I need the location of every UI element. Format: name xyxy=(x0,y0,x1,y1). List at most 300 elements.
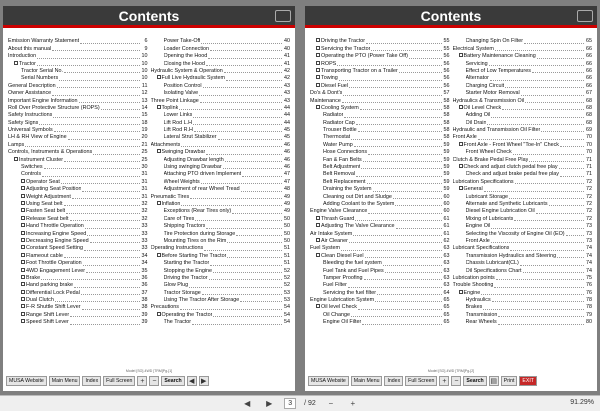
toc-entry-text: LH & RH View of Engine xyxy=(8,134,67,141)
toc-entry[interactable] xyxy=(310,193,450,200)
toc-entry-text: Isolating Valve xyxy=(163,90,199,97)
toc-entry[interactable] xyxy=(8,193,148,200)
forward-arrow-icon[interactable]: ▶ xyxy=(199,376,209,386)
toc-entry[interactable] xyxy=(151,127,291,134)
leader-dots xyxy=(180,309,282,310)
toc-entry-text: Transmission xyxy=(465,311,498,318)
toc-entry-page: 49 xyxy=(284,200,290,207)
toc-entry[interactable] xyxy=(453,267,593,274)
toc-entry[interactable] xyxy=(453,304,593,311)
toc-entry[interactable] xyxy=(151,105,291,112)
toc-entry[interactable] xyxy=(310,282,450,289)
toc-entry[interactable] xyxy=(310,311,450,318)
toc-entry[interactable] xyxy=(8,275,148,282)
toc-entry-label xyxy=(323,290,376,297)
toc-entry[interactable] xyxy=(310,53,450,60)
toc-entry[interactable] xyxy=(453,82,593,89)
toc-entry[interactable] xyxy=(310,134,450,141)
toc-entry[interactable] xyxy=(8,164,148,171)
toc-entry[interactable] xyxy=(8,97,148,104)
toc-entry[interactable] xyxy=(310,141,450,148)
back-arrow-icon[interactable]: ◀ xyxy=(187,376,197,386)
leader-dots xyxy=(494,287,584,288)
toc-entry[interactable] xyxy=(151,171,291,178)
leader-dots xyxy=(361,168,441,169)
toc-entry[interactable] xyxy=(310,297,450,304)
checkbox-icon xyxy=(157,149,161,153)
toc-entry[interactable] xyxy=(8,304,148,311)
toc-entry[interactable] xyxy=(8,82,148,89)
toc-entry[interactable] xyxy=(453,105,593,112)
page-header xyxy=(3,6,295,28)
checkbox-icon xyxy=(21,216,25,220)
toc-entry[interactable] xyxy=(151,134,291,141)
website-button[interactable]: MUSA Website xyxy=(308,376,349,386)
full-screen-button[interactable]: Full Screen xyxy=(103,376,135,386)
toc-entry[interactable] xyxy=(8,38,148,45)
toc-entry[interactable] xyxy=(453,311,593,318)
toc-entry[interactable] xyxy=(8,260,148,267)
main-menu-button[interactable]: Main Menu xyxy=(351,376,383,386)
toc-entry[interactable] xyxy=(151,201,291,208)
toc-entry-page: 42 xyxy=(284,67,290,74)
toc-entry[interactable] xyxy=(310,171,450,178)
toc-entry-label xyxy=(21,186,81,193)
toc-entry-page: 44 xyxy=(284,104,290,111)
toc-entry[interactable] xyxy=(151,208,291,215)
toc-entry[interactable] xyxy=(8,215,148,222)
toc-entry[interactable] xyxy=(8,90,148,97)
zoom-in-icon[interactable]: + xyxy=(439,376,449,386)
toc-entry-page: 59 xyxy=(443,171,450,178)
toc-entry[interactable] xyxy=(151,193,291,200)
toc-entry[interactable] xyxy=(151,60,291,67)
toc-entry[interactable] xyxy=(453,53,593,60)
toc-entry-page: 63 xyxy=(443,252,450,259)
toc-entry-text: Mixing of Lubricants xyxy=(465,215,514,222)
toc-entry[interactable] xyxy=(8,319,148,326)
leader-dots xyxy=(192,324,282,325)
leader-dots xyxy=(206,228,282,229)
checkbox-icon xyxy=(21,304,25,308)
toc-entry-text: Adjusting Drawbar length xyxy=(163,156,224,163)
toc-entry[interactable] xyxy=(310,45,450,52)
search-button[interactable]: Search xyxy=(463,376,486,386)
toc-entry[interactable] xyxy=(8,127,148,134)
full-screen-button[interactable]: Full Screen xyxy=(405,376,437,386)
toc-entry[interactable] xyxy=(310,201,450,208)
toc-entry[interactable] xyxy=(310,149,450,156)
toc-entry[interactable] xyxy=(453,289,593,296)
exit-button[interactable]: EXIT xyxy=(519,376,537,386)
toc-entry[interactable] xyxy=(151,119,291,126)
toc-entry[interactable] xyxy=(151,68,291,75)
toc-entry[interactable] xyxy=(8,267,148,274)
toc-entry-label xyxy=(157,312,213,319)
leader-dots xyxy=(204,250,282,251)
toc-entry-text: Operating the PTO (Power Take Off) xyxy=(321,53,408,60)
toc-column xyxy=(310,38,450,364)
leader-dots xyxy=(342,102,442,103)
toc-entry[interactable] xyxy=(310,186,450,193)
toc-entry[interactable] xyxy=(8,178,148,185)
toc-entry-label xyxy=(164,260,210,267)
toc-entry-text: Bleeding the fuel system xyxy=(323,260,382,267)
toc-entry[interactable] xyxy=(453,297,593,304)
toc-entry-text: Owner Assistance xyxy=(8,90,52,97)
leader-dots xyxy=(37,58,139,59)
toc-entry[interactable] xyxy=(453,238,593,245)
toc-entry[interactable] xyxy=(8,45,148,52)
leader-dots xyxy=(57,87,140,88)
toc-entry[interactable] xyxy=(453,149,593,156)
toc-entry[interactable] xyxy=(8,141,148,148)
toc-entry[interactable] xyxy=(310,105,450,112)
toc-entry[interactable] xyxy=(8,134,148,141)
toc-entry-label xyxy=(164,268,213,275)
toc-entry[interactable] xyxy=(151,178,291,185)
toc-entry[interactable] xyxy=(310,127,450,134)
toc-entry[interactable] xyxy=(151,297,291,304)
toc-entry[interactable] xyxy=(310,223,450,230)
toc-entry[interactable] xyxy=(151,149,291,156)
toc-entry[interactable] xyxy=(310,208,450,215)
toc-entry[interactable] xyxy=(8,289,148,296)
checkbox-icon xyxy=(157,75,161,79)
toc-entry-page: 54 xyxy=(284,319,290,326)
toc-entry[interactable] xyxy=(8,112,148,119)
toc-entry[interactable] xyxy=(453,223,593,230)
zoom-out-icon[interactable]: − xyxy=(149,376,159,386)
toc-entry[interactable] xyxy=(453,141,593,148)
toc-entry[interactable] xyxy=(310,215,450,222)
leader-dots xyxy=(348,287,442,288)
leader-dots xyxy=(489,65,584,66)
toc-entry[interactable] xyxy=(310,164,450,171)
toc-entry-text: Belt Replacement xyxy=(323,178,366,185)
toc-entry[interactable] xyxy=(8,223,148,230)
toc-entry[interactable] xyxy=(310,82,450,89)
toc-entry[interactable] xyxy=(453,275,593,282)
toc-entry[interactable] xyxy=(453,68,593,75)
toc-entry[interactable] xyxy=(310,304,450,311)
toc-entry[interactable] xyxy=(310,245,450,252)
toc-entry-label xyxy=(164,179,200,186)
toc-entry[interactable] xyxy=(310,38,450,45)
toc-entry[interactable] xyxy=(151,245,291,252)
checkbox-icon xyxy=(21,186,25,190)
checkbox-icon xyxy=(21,201,25,205)
toc-entry[interactable] xyxy=(8,230,148,237)
leader-dots xyxy=(236,235,282,236)
toc-entry[interactable] xyxy=(151,289,291,296)
checkbox-icon xyxy=(14,61,18,65)
toc-entry[interactable] xyxy=(310,260,450,267)
toc-entry[interactable] xyxy=(310,289,450,296)
toc-entry[interactable] xyxy=(310,275,450,282)
toc-entry[interactable] xyxy=(151,230,291,237)
toc-entry[interactable] xyxy=(453,245,593,252)
toc-entry[interactable] xyxy=(310,156,450,163)
leader-dots xyxy=(70,324,140,325)
toc-entry[interactable] xyxy=(151,215,291,222)
toc-entry-label xyxy=(164,127,193,134)
toc-entry[interactable] xyxy=(8,297,148,304)
toc-entry[interactable] xyxy=(8,105,148,112)
toc-entry-text: Using swinging Drawbar xyxy=(163,164,222,171)
toc-entry[interactable] xyxy=(8,252,148,259)
toc-entry[interactable] xyxy=(453,164,593,171)
toc-entry[interactable] xyxy=(151,311,291,318)
toc-entry[interactable] xyxy=(151,223,291,230)
toc-entry-page: 40 xyxy=(284,45,290,52)
toc-entry-label xyxy=(8,105,100,112)
toc-entry[interactable] xyxy=(453,45,593,52)
toc-entry-text: Thermostat xyxy=(323,134,351,141)
toc-entry[interactable] xyxy=(151,82,291,89)
toc-entry[interactable] xyxy=(151,252,291,259)
zoom-out-icon[interactable]: − xyxy=(451,376,461,386)
toc-entry-text: Fuel Tank and Fuel Pipes xyxy=(323,267,384,274)
zoom-out-icon[interactable]: − xyxy=(328,398,334,408)
toc-entry-text: Lubrication points xyxy=(452,274,495,281)
toc-entry[interactable] xyxy=(453,75,593,82)
toc-entry-page: 70 xyxy=(586,134,592,141)
toc-entry[interactable] xyxy=(453,215,593,222)
toc-entry-label xyxy=(21,290,80,297)
toc-entry[interactable] xyxy=(151,141,291,148)
checkbox-icon xyxy=(21,319,25,323)
toc-entry[interactable] xyxy=(453,282,593,289)
toc-entry[interactable] xyxy=(453,193,593,200)
toc-entry[interactable] xyxy=(151,260,291,267)
toc-entry[interactable] xyxy=(151,75,291,82)
toc-entry[interactable] xyxy=(151,186,291,193)
toc-entry-page: 37 xyxy=(141,289,148,296)
toc-entry-page: 53 xyxy=(284,297,290,304)
toc-entry[interactable] xyxy=(8,245,148,252)
toc-entry[interactable] xyxy=(151,275,291,282)
toc-entry-page: 74 xyxy=(586,267,592,274)
toc-entry-page: 56 xyxy=(443,75,450,82)
toc-entry[interactable] xyxy=(151,304,291,311)
toc-entry-page: 15 xyxy=(141,112,148,119)
checkbox-icon xyxy=(459,290,463,294)
toc-entry-label xyxy=(323,134,350,141)
toc-entry[interactable] xyxy=(310,90,450,97)
toc-entry-label xyxy=(164,120,192,127)
toc-entry-page: 56 xyxy=(443,82,450,89)
toc-entry[interactable] xyxy=(310,60,450,67)
toc-entry[interactable] xyxy=(310,75,450,82)
index-button[interactable]: Index xyxy=(384,376,403,386)
toc-entry-text: Stopping the Engine xyxy=(163,267,213,274)
zoom-in-icon[interactable]: + xyxy=(137,376,147,386)
toc-entry[interactable] xyxy=(151,90,291,97)
leader-dots xyxy=(203,87,282,88)
toc-entry-label xyxy=(157,149,206,156)
toc-entry-page: 9 xyxy=(144,45,148,52)
toc-entry[interactable] xyxy=(453,119,593,126)
toc-entry[interactable] xyxy=(310,238,450,245)
toc-entry-page: 11 xyxy=(141,82,148,89)
toc-entry-label xyxy=(466,171,560,178)
toc-entry-page: 34 xyxy=(141,260,148,267)
zoom-in-icon[interactable]: + xyxy=(350,398,356,408)
toc-entry-label xyxy=(8,46,51,53)
leader-dots xyxy=(541,131,584,132)
toc-entry[interactable] xyxy=(8,60,148,67)
toc-entry-page: 51 xyxy=(284,260,290,267)
toc-entry[interactable] xyxy=(151,164,291,171)
toc-entry-page: 38 xyxy=(141,297,148,304)
website-button[interactable]: MUSA Website xyxy=(6,376,47,386)
toc-entry[interactable] xyxy=(8,149,148,156)
toc-entry[interactable] xyxy=(151,267,291,274)
page-number-input[interactable]: 3 xyxy=(284,398,296,409)
toc-entry[interactable] xyxy=(310,230,450,237)
toc-entry[interactable] xyxy=(453,186,593,193)
leader-dots xyxy=(208,58,282,59)
toc-entry[interactable] xyxy=(151,319,291,326)
toc-entry[interactable] xyxy=(310,178,450,185)
toc-entry[interactable] xyxy=(8,238,148,245)
search-button[interactable]: Search xyxy=(161,376,184,386)
toc-entry[interactable] xyxy=(8,53,148,60)
print-button[interactable]: Print xyxy=(501,376,518,386)
toc-entry[interactable] xyxy=(453,208,593,215)
toc-entry-label xyxy=(164,319,192,326)
toc-entry[interactable] xyxy=(151,282,291,289)
toc-entry-page: 46 xyxy=(284,141,290,148)
toc-entry[interactable] xyxy=(8,68,148,75)
toc-entry[interactable] xyxy=(151,112,291,119)
leader-dots xyxy=(502,109,584,110)
leader-dots xyxy=(201,43,282,44)
toc-entry-label xyxy=(21,238,89,245)
toc-entry-page: 66 xyxy=(586,82,592,89)
leader-dots xyxy=(337,65,441,66)
toc-entry[interactable] xyxy=(8,186,148,193)
toc-entry[interactable] xyxy=(8,208,148,215)
toc-entry[interactable] xyxy=(151,45,291,52)
toc-entry-page: 62 xyxy=(443,237,450,244)
leader-dots xyxy=(194,131,282,132)
toc-entry-page: 68 xyxy=(586,104,592,111)
toc-entry-page: 10 xyxy=(141,60,148,67)
toc-entry[interactable] xyxy=(453,112,593,119)
toc-entry-page: 66 xyxy=(586,45,592,52)
toc-entry[interactable] xyxy=(151,53,291,60)
index-button[interactable]: Index xyxy=(82,376,101,386)
print-icon[interactable]: ▤ xyxy=(490,378,498,385)
toc-entry[interactable] xyxy=(310,68,450,75)
toc-entry-text: Tire Protection during Storage xyxy=(163,230,236,237)
toc-entry-text: Precautions xyxy=(150,304,179,311)
toc-entry-text: Towing xyxy=(321,75,338,82)
nav-bar xyxy=(6,375,292,387)
leader-dots xyxy=(498,324,584,325)
toc-entry[interactable] xyxy=(453,134,593,141)
toc-entry-page: 68 xyxy=(586,119,592,126)
toc-entry-label xyxy=(164,53,208,60)
leader-dots xyxy=(487,124,584,125)
toc-entry[interactable] xyxy=(453,90,593,97)
toc-entry[interactable] xyxy=(453,178,593,185)
toc-entry-label xyxy=(8,127,53,134)
leader-dots xyxy=(59,80,139,81)
toc-entry-label xyxy=(466,304,483,311)
checkbox-icon xyxy=(316,223,320,227)
toc-entry[interactable] xyxy=(453,97,593,104)
toc-entry-label xyxy=(164,216,195,223)
main-menu-button[interactable]: Main Menu xyxy=(49,376,81,386)
toc-entry[interactable] xyxy=(310,119,450,126)
nav-bar xyxy=(308,375,594,387)
toc-entry[interactable] xyxy=(8,201,148,208)
toc-entry[interactable] xyxy=(151,156,291,163)
toc-entry[interactable] xyxy=(151,97,291,104)
toc-entry[interactable] xyxy=(151,238,291,245)
toc-entry[interactable] xyxy=(453,156,593,163)
toc-entry[interactable] xyxy=(310,112,450,119)
toc-entry[interactable] xyxy=(453,230,593,237)
toc-entry[interactable] xyxy=(310,319,450,326)
toc-entry-page: 72 xyxy=(586,200,592,207)
toc-entry[interactable] xyxy=(453,60,593,67)
next-page-icon[interactable]: ▶ xyxy=(266,398,273,408)
toc-entry[interactable] xyxy=(8,75,148,82)
toc-entry[interactable] xyxy=(453,171,593,178)
toc-entry[interactable] xyxy=(310,267,450,274)
toc-entry-label xyxy=(164,171,242,178)
leader-dots xyxy=(560,176,584,177)
toc-entry[interactable] xyxy=(310,97,450,104)
toc-entry[interactable] xyxy=(8,119,148,126)
toc-entry-text: Hydraulic and Transmission Oil Filter xyxy=(452,127,541,134)
toc-entry[interactable] xyxy=(310,252,450,259)
previous-page-icon[interactable]: ◀ xyxy=(244,398,251,408)
toc-entry[interactable] xyxy=(453,260,593,267)
toc-entry-label xyxy=(21,260,82,267)
toc-entry[interactable] xyxy=(453,127,593,134)
toc-entry[interactable] xyxy=(453,252,593,259)
toc-entry[interactable] xyxy=(453,38,593,45)
leader-dots xyxy=(513,154,584,155)
toc-entry-text: Switches xyxy=(21,164,43,171)
checkbox-icon xyxy=(459,105,463,109)
toc-entry[interactable] xyxy=(8,311,148,318)
toc-entry-page: 73 xyxy=(586,230,592,237)
toc-entry[interactable] xyxy=(8,156,148,163)
toc-entry-text: Oil Drain xyxy=(465,119,487,126)
toc-entry-page: 65 xyxy=(443,297,450,304)
toc-entry-label xyxy=(323,282,347,289)
toc-entry[interactable] xyxy=(453,319,593,326)
toc-entry[interactable] xyxy=(8,171,148,178)
toc-entry[interactable] xyxy=(8,282,148,289)
toc-entry[interactable] xyxy=(453,201,593,208)
toc-entry-text: Hydraulics xyxy=(465,297,491,304)
toc-entry-label xyxy=(164,231,236,238)
toc-entry-label xyxy=(453,157,529,164)
toc-entry[interactable] xyxy=(151,38,291,45)
leader-dots xyxy=(349,87,442,88)
toc-entry-text: Tractor xyxy=(19,60,36,67)
toc-entry-page: 74 xyxy=(586,245,592,252)
toc-entry-page: 56 xyxy=(443,67,450,74)
leader-dots xyxy=(358,131,442,132)
